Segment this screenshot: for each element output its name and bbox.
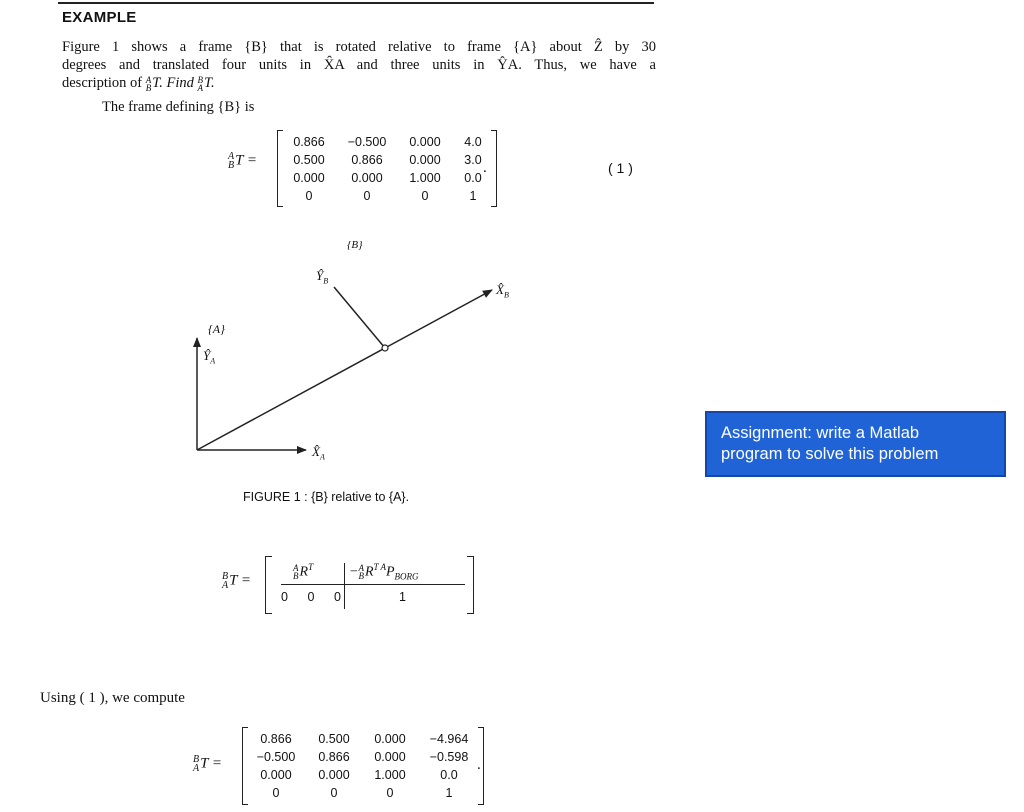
m1-cell-0-0: 0.866 (293, 134, 325, 149)
assignment-line-2: program to solve this problem (721, 445, 939, 463)
frame-b-origin (382, 345, 388, 351)
matrix-2-period: . (477, 757, 481, 773)
inverse-translation: − A B $R^{T A}P_{BORG}$ (349, 562, 419, 582)
m1-cell-1-0: 0.500 (293, 152, 325, 167)
assignment-line-1: Assignment: write a Matlab (721, 424, 920, 442)
m2-cell-1-2: 0.000 (374, 750, 406, 764)
m1-cell-3-3: 1 (469, 188, 477, 203)
m1-cell-3-1: 0 (363, 188, 371, 203)
inverse-right-bracket (467, 556, 474, 614)
m2-cell-1-1: 0.866 (318, 750, 350, 764)
matrix-2-left-bracket (242, 727, 248, 805)
matrix-2 (242, 727, 484, 805)
paragraph-line-2: degrees and translated four units in X̂A and three units in ŶA. Thus, we have a (62, 57, 656, 73)
y-b-label: $Ŷ_B$ (316, 268, 329, 286)
m1-cell-1-1: 0.866 (351, 152, 383, 167)
inverse-bottom-zeros: 0 0 0 (281, 590, 341, 604)
inverse-bottom-one: 1 (399, 590, 406, 604)
m1-cell-2-3: 0.0 (464, 170, 482, 185)
inverse-left-bracket (265, 556, 272, 614)
frame-defining-text: The frame defining {B} is (102, 99, 255, 115)
m2-cell-2-3: 0.0 (440, 768, 458, 782)
m1-cell-0-2: 0.000 (409, 134, 441, 149)
m2-cell-0-3: −4.964 (429, 732, 469, 746)
m2-cell-2-2: 1.000 (374, 768, 406, 782)
paragraph-line-1: Figure 1 shows a frame {B} that is rotated relative to frame {A} about Ẑ by 30 (62, 39, 656, 55)
m2-cell-0-2: 0.000 (374, 732, 406, 746)
m1-cell-2-2: 1.000 (409, 170, 441, 185)
prescript-ba: B A (197, 74, 204, 93)
matrix-1-period: . (483, 160, 487, 176)
matrix-2-label: B A T = (193, 754, 223, 774)
assignment-box (705, 411, 1006, 477)
m2-cell-2-0: 0.000 (260, 768, 292, 782)
inverse-vline (344, 563, 345, 609)
inverse-formula (265, 556, 474, 614)
m1-cell-0-1: −0.500 (347, 134, 387, 149)
m2-cell-0-1: 0.500 (318, 732, 350, 746)
example-heading: EXAMPLE (62, 9, 137, 26)
prescript-ab: A B (145, 74, 152, 93)
m1-cell-3-2: 0 (421, 188, 429, 203)
inverse-rotation-transpose: A B $R^T$ (293, 562, 314, 582)
y-a-label: $Ŷ_A$ (203, 348, 216, 366)
equation-number: ( 1 ) (608, 160, 633, 176)
m2-cell-1-0: −0.500 (256, 750, 296, 764)
x-b-axis (385, 290, 492, 348)
x-a-label: $X̂_A$ (312, 444, 325, 462)
m2-cell-1-3: −0.598 (429, 750, 469, 764)
inverse-formula-label: B A T = (222, 571, 252, 591)
paragraph-line-3b: T. Find (152, 75, 194, 91)
frame-b-label: {B} (347, 239, 363, 251)
m1-cell-1-2: 0.000 (409, 152, 441, 167)
m1-cell-0-3: 4.0 (464, 134, 482, 149)
matrix-1-label: A B T = (228, 151, 258, 171)
origin-vector (197, 348, 385, 450)
m2-cell-3-1: 0 (330, 786, 338, 800)
m2-cell-0-0: 0.866 (260, 732, 292, 746)
m2-cell-3-2: 0 (386, 786, 394, 800)
m1-cell-2-0: 0.000 (293, 170, 325, 185)
inverse-hline (281, 584, 465, 585)
figure-caption: FIGURE 1 : {B} relative to {A}. (243, 490, 410, 504)
m1-cell-1-3: 3.0 (464, 152, 482, 167)
paragraph-line-3a: description of (62, 75, 143, 91)
m2-cell-3-3: 1 (445, 786, 453, 800)
using-text: Using ( 1 ), we compute (40, 690, 185, 706)
m1-cell-2-1: 0.000 (351, 170, 383, 185)
frame-a-label: {A} (208, 322, 225, 336)
y-b-axis (334, 287, 385, 348)
m2-cell-3-0: 0 (272, 786, 280, 800)
matrix-2-cells (252, 727, 474, 805)
m1-cell-3-0: 0 (305, 188, 313, 203)
x-b-label: $X̂_B$ (496, 282, 509, 300)
m2-cell-2-1: 0.000 (318, 768, 350, 782)
paragraph-line-3c: T. (204, 75, 215, 91)
